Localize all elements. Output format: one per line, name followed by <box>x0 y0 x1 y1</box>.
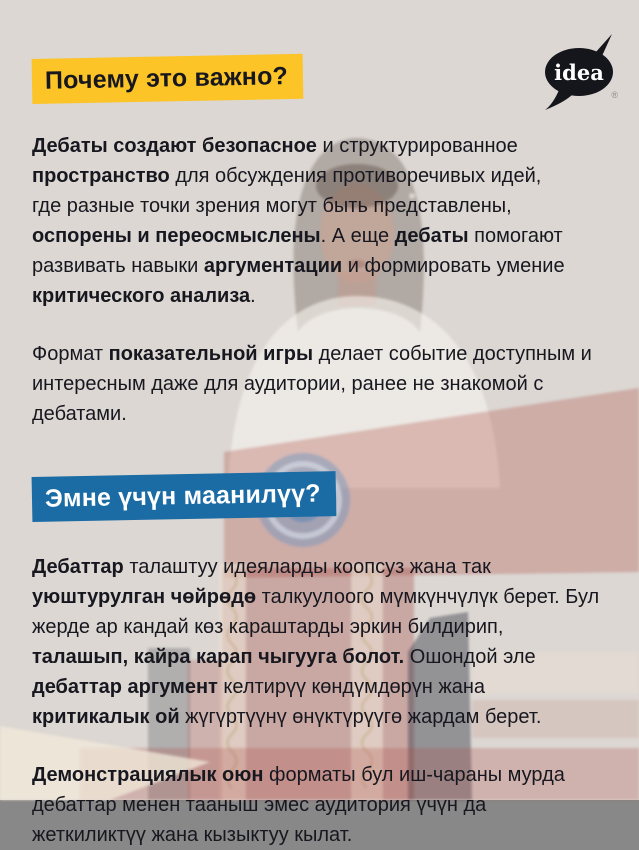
text-bold: оспорены и переосмыслены <box>32 224 321 247</box>
text-run: и структурированное <box>316 134 518 157</box>
text-bold: критикалык ой <box>32 706 180 728</box>
text-bold: дебаттар аргумент <box>32 676 218 698</box>
header-row-russian <box>32 42 609 121</box>
text-run: для обсуждения противоречивых идей, <box>169 164 542 187</box>
paragraph-russian-2 <box>32 339 609 429</box>
header-row-kyrgyz <box>32 457 609 544</box>
idea-logo-text: idea <box>554 60 604 85</box>
text-run: талкуулоого мүмкүнчүлүк берет. Бул <box>256 586 600 608</box>
text-bold: аргументации <box>203 254 343 277</box>
text-run: помогают <box>468 224 563 247</box>
text-run: Ошондой эле <box>404 646 536 668</box>
text-bold: Дебаттар <box>32 556 124 578</box>
section-title-kyrgyz: Эмне үчүн маанилүү? <box>32 471 337 522</box>
text-run: развивать навыки <box>32 254 204 277</box>
text-run: делает событие доступным и <box>313 342 592 365</box>
text-run: Формат <box>32 342 109 365</box>
text-bold: талашып, кайра карап чыгууга болот. <box>32 646 405 668</box>
text-run: жерде ар кандай көз караштарды эркин билдирип, <box>32 616 504 638</box>
text-bold: дебаты <box>394 224 469 247</box>
text-bold: пространство <box>32 164 170 187</box>
text-run: келтирүү көндүмдөрүн жана <box>217 676 486 698</box>
paragraph-kyrgyz-1 <box>32 552 609 732</box>
registered-trademark: ® <box>611 90 618 100</box>
text-run: форматы бул иш-чараны мурда <box>263 764 565 786</box>
text-run: жүгүртүүнү өнүктүрүүгө жардам берет. <box>179 706 542 728</box>
section-title-russian: Почему это важно? <box>32 54 304 104</box>
text-run: . <box>250 284 256 307</box>
paragraph-russian-1 <box>32 131 609 311</box>
text-run: интересным даже для аудитории, ранее не знакомой с <box>32 372 544 395</box>
text-bold: уюштурулган чөйрөдө <box>32 586 257 608</box>
text-bold: показательной игры <box>108 342 314 365</box>
text-bold: Дебаты создают безопасное <box>32 134 317 157</box>
idea-logo <box>539 30 625 112</box>
text-run: . А еще <box>320 224 395 247</box>
text-run: дебаттар менен тааныш эмес аудитория үчүн да <box>32 794 487 816</box>
text-bold: Демонстрациялык оюн <box>32 764 264 786</box>
paragraph-kyrgyz-2 <box>32 760 609 850</box>
text-run: и формировать умение <box>342 254 565 277</box>
text-run: дебатами. <box>32 402 127 425</box>
text-run: жеткиликтүү жана кызыктуу кылат. <box>32 824 353 846</box>
text-bold: критического анализа <box>32 284 251 307</box>
text-run: где разные точки зрения могут быть представлены, <box>32 194 512 217</box>
text-run: талаштуу идеяларды коопсуз жана так <box>123 556 491 578</box>
